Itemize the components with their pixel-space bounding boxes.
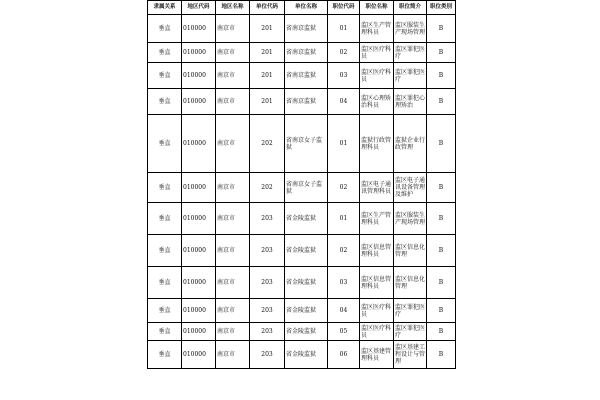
cell-area-name: 南京市 xyxy=(216,203,250,235)
header-position-category: 职位类别 xyxy=(427,1,456,15)
cell-area-name: 南京市 xyxy=(216,15,250,43)
cell-position-name: 监区信息管理科员 xyxy=(360,267,394,299)
cell-area-name: 南京市 xyxy=(216,341,250,369)
cell-unit-name: 省南京监狱 xyxy=(285,89,328,115)
header-area-name: 地区名称 xyxy=(216,1,250,15)
cell-position-code: 02 xyxy=(328,173,360,203)
table-row xyxy=(148,323,456,341)
cell-unit-name: 省南京女子监狱 xyxy=(285,173,328,203)
cell-position-category: B xyxy=(427,235,456,267)
cell-position-description: 监区服装生产现场管理 xyxy=(394,15,427,43)
table-row xyxy=(148,89,456,115)
cell-area-code: 010000 xyxy=(182,115,216,173)
cell-position-description: 监区基建工程设计与管理 xyxy=(394,341,427,369)
cell-area-code: 010000 xyxy=(182,299,216,323)
cell-area-code: 010000 xyxy=(182,63,216,89)
cell-unit-code: 203 xyxy=(250,323,285,341)
cell-area-name: 南京市 xyxy=(216,299,250,323)
cell-unit-code: 203 xyxy=(250,341,285,369)
cell-area-code: 010000 xyxy=(182,203,216,235)
cell-area-code: 010000 xyxy=(182,43,216,63)
cell-area-name: 南京市 xyxy=(216,235,250,267)
cell-unit-code: 201 xyxy=(250,89,285,115)
cell-affiliation: 垂直 xyxy=(148,115,182,173)
header-area-code: 地区代码 xyxy=(182,1,216,15)
cell-affiliation: 垂直 xyxy=(148,323,182,341)
cell-position-name: 监区医疗科员 xyxy=(360,63,394,89)
cell-position-category: B xyxy=(427,115,456,173)
cell-position-code: 05 xyxy=(328,323,360,341)
cell-position-category: B xyxy=(427,89,456,115)
cell-unit-name: 省金陵监狱 xyxy=(285,235,328,267)
cell-unit-code: 203 xyxy=(250,203,285,235)
cell-area-name: 南京市 xyxy=(216,63,250,89)
table-row xyxy=(148,299,456,323)
cell-affiliation: 垂直 xyxy=(148,341,182,369)
table-row xyxy=(148,173,456,203)
cell-area-name: 南京市 xyxy=(216,173,250,203)
cell-position-description: 监区罪犯心理矫治 xyxy=(394,89,427,115)
cell-position-description: 监区信息化管理 xyxy=(394,235,427,267)
table-row xyxy=(148,341,456,369)
cell-position-description: 监区罪犯医疗 xyxy=(394,63,427,89)
cell-unit-code: 203 xyxy=(250,235,285,267)
cell-unit-name: 省南京女子监狱 xyxy=(285,115,328,173)
cell-unit-code: 201 xyxy=(250,63,285,89)
cell-position-description: 监区罪犯医疗 xyxy=(394,43,427,63)
cell-position-name: 监区医疗科员 xyxy=(360,43,394,63)
cell-affiliation: 垂直 xyxy=(148,235,182,267)
cell-unit-code: 202 xyxy=(250,115,285,173)
header-position-name: 职位名称 xyxy=(360,1,394,15)
cell-unit-name: 省金陵监狱 xyxy=(285,299,328,323)
cell-area-code: 010000 xyxy=(182,323,216,341)
cell-position-description: 监区电子通讯设备管理及维护 xyxy=(394,173,427,203)
cell-position-code: 02 xyxy=(328,43,360,63)
cell-position-category: B xyxy=(427,203,456,235)
cell-unit-name: 省金陵监狱 xyxy=(285,341,328,369)
cell-area-code: 010000 xyxy=(182,173,216,203)
cell-position-name: 监区医疗科员 xyxy=(360,323,394,341)
cell-area-code: 010000 xyxy=(182,89,216,115)
cell-position-category: B xyxy=(427,267,456,299)
cell-unit-code: 203 xyxy=(250,299,285,323)
cell-area-code: 010000 xyxy=(182,235,216,267)
cell-position-name: 监区基建管理科员 xyxy=(360,341,394,369)
cell-affiliation: 垂直 xyxy=(148,203,182,235)
cell-area-code: 010000 xyxy=(182,267,216,299)
cell-position-code: 04 xyxy=(328,299,360,323)
cell-position-name: 监区电子通讯管理科员 xyxy=(360,173,394,203)
cell-unit-name: 省金陵监狱 xyxy=(285,267,328,299)
cell-area-name: 南京市 xyxy=(216,115,250,173)
cell-position-name: 监区信息管理科员 xyxy=(360,235,394,267)
cell-position-code: 01 xyxy=(328,203,360,235)
cell-affiliation: 垂直 xyxy=(148,63,182,89)
job-listing-table xyxy=(147,0,456,369)
cell-area-name: 南京市 xyxy=(216,267,250,299)
cell-unit-code: 201 xyxy=(250,43,285,63)
cell-unit-code: 201 xyxy=(250,15,285,43)
cell-position-name: 监区生产管理科员 xyxy=(360,15,394,43)
table-row xyxy=(148,267,456,299)
cell-position-description: 监区罪犯医疗 xyxy=(395,324,426,339)
cell-position-description: 监区服装生产现场管理 xyxy=(394,203,427,235)
cell-position-name: 监区心理矫治科员 xyxy=(360,89,394,115)
cell-position-description: 监区罪犯医疗 xyxy=(394,299,427,323)
cell-area-name: 南京市 xyxy=(216,323,250,341)
cell-affiliation: 垂直 xyxy=(148,15,182,43)
header-position-description: 职位简介 xyxy=(394,1,427,15)
cell-area-code: 010000 xyxy=(182,15,216,43)
cell-unit-name: 省金陵监狱 xyxy=(285,203,328,235)
cell-affiliation: 垂直 xyxy=(148,43,182,63)
cell-position-description: 监狱企业行政管理 xyxy=(394,115,427,173)
cell-unit-code: 202 xyxy=(250,173,285,203)
table-row xyxy=(148,235,456,267)
cell-position-code: 03 xyxy=(328,63,360,89)
cell-position-code: 02 xyxy=(328,235,360,267)
cell-position-category: B xyxy=(427,323,456,341)
cell-position-name: 监区医疗科员 xyxy=(360,299,394,323)
cell-position-code: 06 xyxy=(328,341,360,369)
header-row xyxy=(148,1,456,15)
cell-unit-name: 省南京监狱 xyxy=(285,15,328,43)
cell-position-code: 03 xyxy=(328,267,360,299)
header-unit-name: 单位名称 xyxy=(285,1,328,15)
cell-position-description: 监区信息化管理 xyxy=(394,267,427,299)
table-row xyxy=(148,15,456,43)
header-unit-code: 单位代码 xyxy=(250,1,285,15)
table-row xyxy=(148,63,456,89)
table-row xyxy=(148,115,456,173)
table-row xyxy=(148,203,456,235)
cell-position-code: 01 xyxy=(328,15,360,43)
cell-position-category: B xyxy=(427,341,456,369)
cell-unit-code: 203 xyxy=(250,267,285,299)
cell-position-category: B xyxy=(427,299,456,323)
cell-unit-name: 省南京监狱 xyxy=(285,43,328,63)
cell-position-code: 04 xyxy=(328,89,360,115)
header-affiliation: 隶属关系 xyxy=(148,1,182,15)
cell-unit-name: 省南京监狱 xyxy=(285,63,328,89)
cell-position-name: 监狱行政管理科员 xyxy=(360,115,394,173)
cell-affiliation: 垂直 xyxy=(148,267,182,299)
cell-unit-name: 省金陵监狱 xyxy=(285,323,328,341)
cell-position-category: B xyxy=(427,173,456,203)
cell-area-name: 南京市 xyxy=(216,43,250,63)
header-position-code: 职位代码 xyxy=(328,1,360,15)
table-row xyxy=(148,43,456,63)
cell-position-category: B xyxy=(427,43,456,63)
cell-position-code: 01 xyxy=(328,115,360,173)
cell-area-code: 010000 xyxy=(182,341,216,369)
cell-affiliation: 垂直 xyxy=(148,89,182,115)
cell-affiliation: 垂直 xyxy=(148,299,182,323)
cell-position-category: B xyxy=(427,63,456,89)
cell-position-name: 监区生产管理科员 xyxy=(360,203,394,235)
cell-area-name: 南京市 xyxy=(216,89,250,115)
cell-affiliation: 垂直 xyxy=(148,173,182,203)
cell-position-category: B xyxy=(427,15,456,43)
